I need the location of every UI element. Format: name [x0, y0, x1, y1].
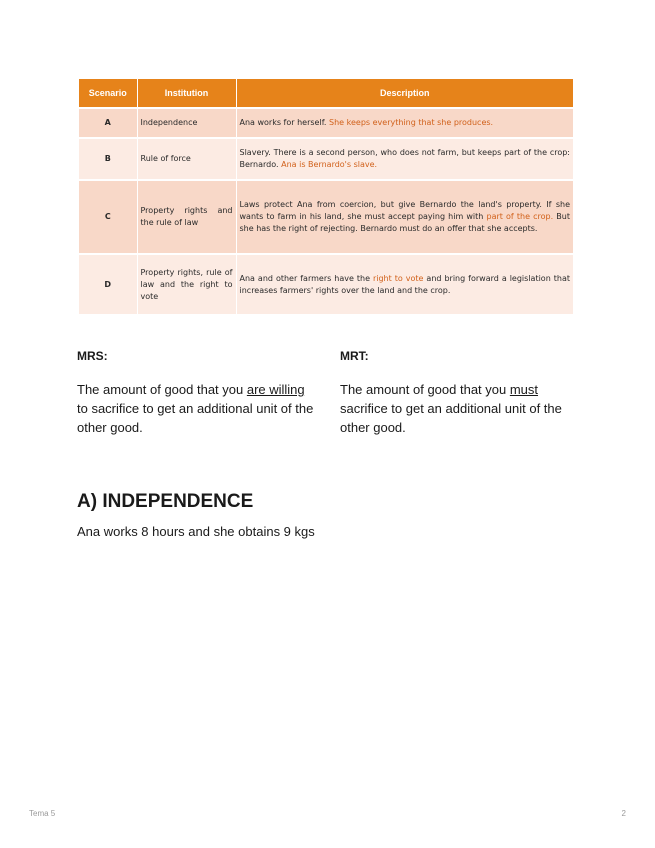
mrt-underlined: must: [509, 382, 539, 397]
institution-cell: Rule of force: [137, 138, 236, 180]
description-cell: [236, 138, 573, 180]
mrs-text-line3: other good.: [77, 420, 143, 435]
table-row-d: [79, 254, 573, 314]
mrt-text-after: sacrifice to get an additional unit of the other good.: [340, 401, 562, 435]
header-description: Description: [236, 79, 573, 108]
description-highlight: Ana is Bernardo's slave.: [281, 160, 378, 169]
description-text: Ana and other farmers have the: [239, 273, 373, 283]
mrt-title: MRT:: [340, 349, 369, 363]
scenario-cell: C: [79, 180, 137, 254]
description-cell: [236, 180, 573, 254]
table-row-a: [79, 108, 573, 138]
table-header-row: [79, 79, 573, 108]
description-cell: [236, 254, 573, 314]
scenario-table-container: [79, 79, 573, 314]
description-highlight: right to vote: [372, 273, 424, 283]
mrt-block: [340, 347, 585, 437]
table-row-c: [79, 180, 573, 254]
description-highlight: part of the crop.: [486, 212, 554, 221]
page-number: 2: [621, 809, 626, 818]
section-text: Ana works 8 hours and she obtains 9 kgs: [77, 524, 315, 539]
mrt-definition: [340, 380, 585, 437]
description-text-after: But she has the right of rejecting. Bernardo must do an offer that she accepts.: [239, 212, 570, 233]
mrt-text: The amount of good that you: [340, 382, 510, 397]
mrs-text: The amount of good that you: [77, 382, 247, 397]
mrs-underlined: are willing: [246, 382, 305, 397]
header-institution: Institution: [137, 79, 236, 108]
section-heading: A) INDEPENDENCE: [77, 491, 254, 512]
mrs-definition: [77, 380, 317, 437]
institution-cell: Property rights and the rule of law: [137, 180, 236, 254]
description-text: Slavery. There is a second person, who does not farm, but keeps part of the crop: Bernardo.: [239, 148, 570, 169]
institution-cell: Property rights, rule of law and the right to vote: [137, 254, 236, 314]
footer-label: Tema 5: [29, 809, 56, 818]
scenario-table: [79, 79, 573, 314]
description-text-after: and bring forward a legislation that increases farmers' rights over the land and the crop.: [239, 273, 570, 295]
mrs-title: MRS:: [77, 349, 108, 363]
table-row-b: [79, 138, 573, 180]
mrs-text-line2: to sacrifice to get an additional unit of the: [77, 401, 314, 416]
description-cell: [236, 108, 573, 138]
scenario-cell: A: [79, 108, 137, 138]
header-scenario: Scenario: [79, 79, 137, 108]
institution-cell: Independence: [137, 108, 236, 138]
mrs-block: [77, 347, 317, 437]
description-text: Laws protect Ana from coercion, but give Bernardo the land's property. If she wants to farm in his land, she must accept paying him with: [239, 200, 570, 221]
scenario-cell: B: [79, 138, 137, 180]
description-text: Ana works for herself.: [239, 118, 330, 127]
scenario-cell: D: [79, 254, 137, 314]
description-highlight: She keeps everything that she produces.: [329, 118, 494, 127]
